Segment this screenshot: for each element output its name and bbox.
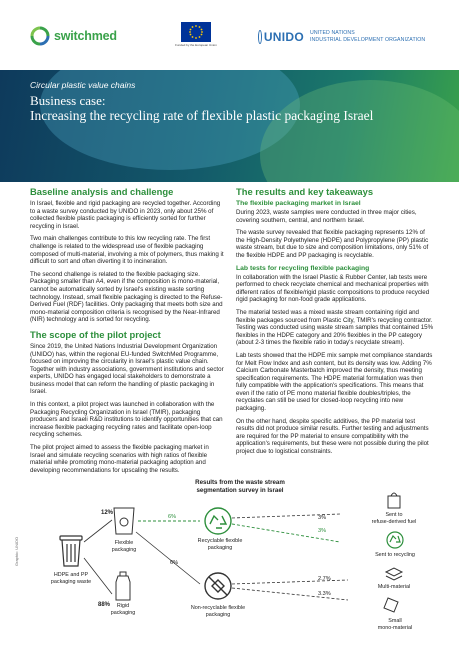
business-case-kicker: Business case:	[30, 93, 106, 108]
recycling-bin-icon	[387, 532, 403, 548]
page-title: Increasing the recycling rate of flexible plastic packaging Israel	[30, 108, 374, 123]
non-recyclable-icon	[205, 573, 231, 599]
paragraph: In Israel, flexible and rigid packaging are recycled together. According to a waste survey conducted by UNIDO in 2023, only about 25% of collected flexible plastic packaging is efficiently sorted for further recycling in Israel.	[30, 200, 221, 230]
subheading-market: The flexible packaging market in Israel	[236, 200, 361, 207]
subheading-lab-tests: Lab tests for recycling flexible packaging	[236, 264, 370, 272]
small-pouch-icon	[384, 598, 398, 612]
eu-caption: Funded by the European Union	[175, 43, 217, 47]
flexible-label-line1: Flexible	[114, 540, 134, 546]
unido-logo	[258, 24, 425, 50]
rdf-label-line1: Sent to	[385, 512, 403, 518]
multi-material-share: 2.7%	[318, 576, 331, 582]
flexible-pouch-icon	[114, 508, 134, 534]
right-column	[236, 186, 434, 461]
paragraph: The second challenge is related to the flexible packaging size. Packaging smaller than A4, even if the composition is mono-material, cannot be automatically sorted by Israel's existing waste sorting technology. Instead, small flexible packaging is directed to the Refuse-Derived Fuel (RDF) facilities. Only packaging that meets both size and mono-material composition criteria is recognised by the Near-Infrared (NIR) technology and is sorted for recycling.	[30, 270, 223, 324]
small-mono-share: 3.3%	[318, 591, 331, 597]
graphic-credit: Graphic: UNIDO	[14, 536, 19, 566]
layers-icon	[386, 568, 402, 580]
left-column	[30, 186, 225, 479]
non-recyclable-label-line2: packaging	[205, 612, 231, 618]
switchmed-wordmark: switchmed	[54, 29, 117, 43]
recycling-label: Sent to recycling	[375, 552, 415, 558]
small-mono-label-line1: Small	[388, 618, 402, 624]
paragraph: Lab tests showed that the HDPE mix sample met compliance standards for Melt Flow Index and ash content, but its density was low. Adding 7% Calcium Carbonate Masterbatch improved the density, thus meeting specification requirements. The HDPE material formulation was then fully compatible with the application's specifications. This means that even if the ratio of PE mono material flexible doubles/triples, the recyclates can still be used for closed-loop recycling into new packaging.	[236, 351, 433, 413]
switchmed-logo	[30, 26, 117, 46]
recyclable-share: 6%	[168, 514, 177, 520]
paragraph: In this context, a pilot project was launched in collaboration with the Packaging Recycling Organization in Israel (TMIR), packaging producers and Israeli R&D institutions to identify opportunities that can increase flexible packaging recycling rates and facilitate open-loop recycling schemes.	[30, 401, 223, 439]
rigid-label-line1: Rigid	[116, 603, 130, 609]
diagram-title-line1: Results from the waste stream	[195, 479, 285, 486]
paragraph: The material tested was a mixed waste stream containing rigid and flexible packages sourced from Plastic City, TMIR's recycling contractor. Testing was conducted using waste stream samples that contained 15% flexibles in the HDPE category and 20% flexibles in the PP category (about 2-3 times the flexible ratio in today's recyclate stream).	[236, 308, 434, 347]
paragraph: Since 2019, the United Nations Industrial Development Organization (UNIDO) has, within the regional EU-funded SwitchMed Programme, focused on improving the circularity in Israel's plastic value chain. Together with industry associations, government institutions and sector experts, UNIDO has engaged local stakeholders to demonstrate a business model that can reform the handling of plastic packaging in Israel.	[30, 342, 224, 396]
unido-full-name	[310, 30, 425, 44]
unido-mark	[258, 24, 304, 50]
rigid-label-line2: packaging	[110, 610, 136, 616]
rigid-share: 88%	[98, 602, 111, 608]
un-globe-icon	[258, 30, 262, 44]
recyclable-label-line1: Recyclable flexible	[197, 538, 243, 544]
series-label: Circular plastic value chains	[30, 80, 136, 90]
flexible-label-line2: packaging	[111, 547, 137, 553]
paragraph: The waste survey revealed that flexible packaging represents 12% of the High-Density Polyethylene (HDPE) and Polypropylene (PP) plastic waste stream, but due to size and composition limitations, only 51% of the flexible HDPE and PP packaging is recyclable.	[236, 229, 429, 259]
paragraph: Two main challenges contribute to this low recycling rate. The first challenge is related to the widespread use of flexible packaging composed of multi-material, involving a mix of polymers, thus making it difficult to sort and often diverting it to incineration.	[30, 235, 224, 266]
page-header	[0, 0, 459, 68]
paragraph: In collaboration with the Israel Plastic & Rubber Center, lab tests were performed to check recyclate chemical and mechanical properties with different ratios of flexible/rigid plastic compositions to produce recycled rigid packaging for non-food grade applications.	[236, 273, 430, 304]
paragraph: During 2023, waste samples were conducted in three major cities, covering southern, central, and northern Israel.	[236, 209, 417, 224]
heading-baseline: Baseline analysis and challenge	[30, 186, 174, 197]
eu-flag-icon	[181, 22, 211, 42]
switchmed-mark-icon	[30, 26, 50, 46]
source-label-line1: HDPE and PP	[53, 572, 89, 578]
recyclable-label-line2: packaging	[207, 545, 233, 551]
recycle-icon	[205, 508, 231, 534]
unido-name-line1: UNITED NATIONS	[310, 30, 355, 36]
unido-name-line2: INDUSTRIAL DEVELOPMENT ORGANIZATION	[310, 37, 426, 43]
heading-results: The results and key takeaways	[236, 186, 374, 197]
paragraph: The pilot project aimed to assess the flexible packaging market in Israel and simulate recycling scenarios with high ratios of flexible material while promoting mono-material packaging adoption and developing recommendations for upscaling the results.	[30, 444, 209, 474]
heading-scope: The scope of the pilot project	[30, 328, 161, 340]
small-mono-label-line2: mono-material	[377, 625, 413, 631]
non-recyclable-share: 6%	[170, 560, 179, 566]
non-recyclable-label-line1: Non-recyclable flexible	[190, 605, 246, 611]
waste-flow-diagram	[0, 476, 459, 650]
eu-funding-logo	[175, 22, 217, 48]
flexible-share: 12%	[101, 510, 114, 516]
recycling-share: 3%	[318, 528, 327, 534]
paragraph: On the other hand, despite specific additives, the PP material test results did not produce similar results. Further testing and adjustments are required for the PP material to ensure compatibility with the application's requirements, but these were not possible during the pilot project due to logistical constraints.	[236, 417, 429, 456]
rdf-label-line2: refuse-derived fuel	[371, 519, 417, 525]
unido-acronym: UNIDO	[263, 30, 304, 44]
diagram-title-line2: segmentation survey in Israel	[196, 487, 284, 494]
rigid-bottle-icon	[116, 572, 130, 600]
hero-banner	[0, 70, 459, 182]
multi-material-label: Multi-material	[377, 584, 411, 590]
source-label-line2: packaging waste	[50, 579, 92, 585]
rdf-share: 3%	[318, 515, 327, 521]
fire-icon	[388, 493, 400, 508]
waste-bin-icon	[60, 536, 82, 566]
